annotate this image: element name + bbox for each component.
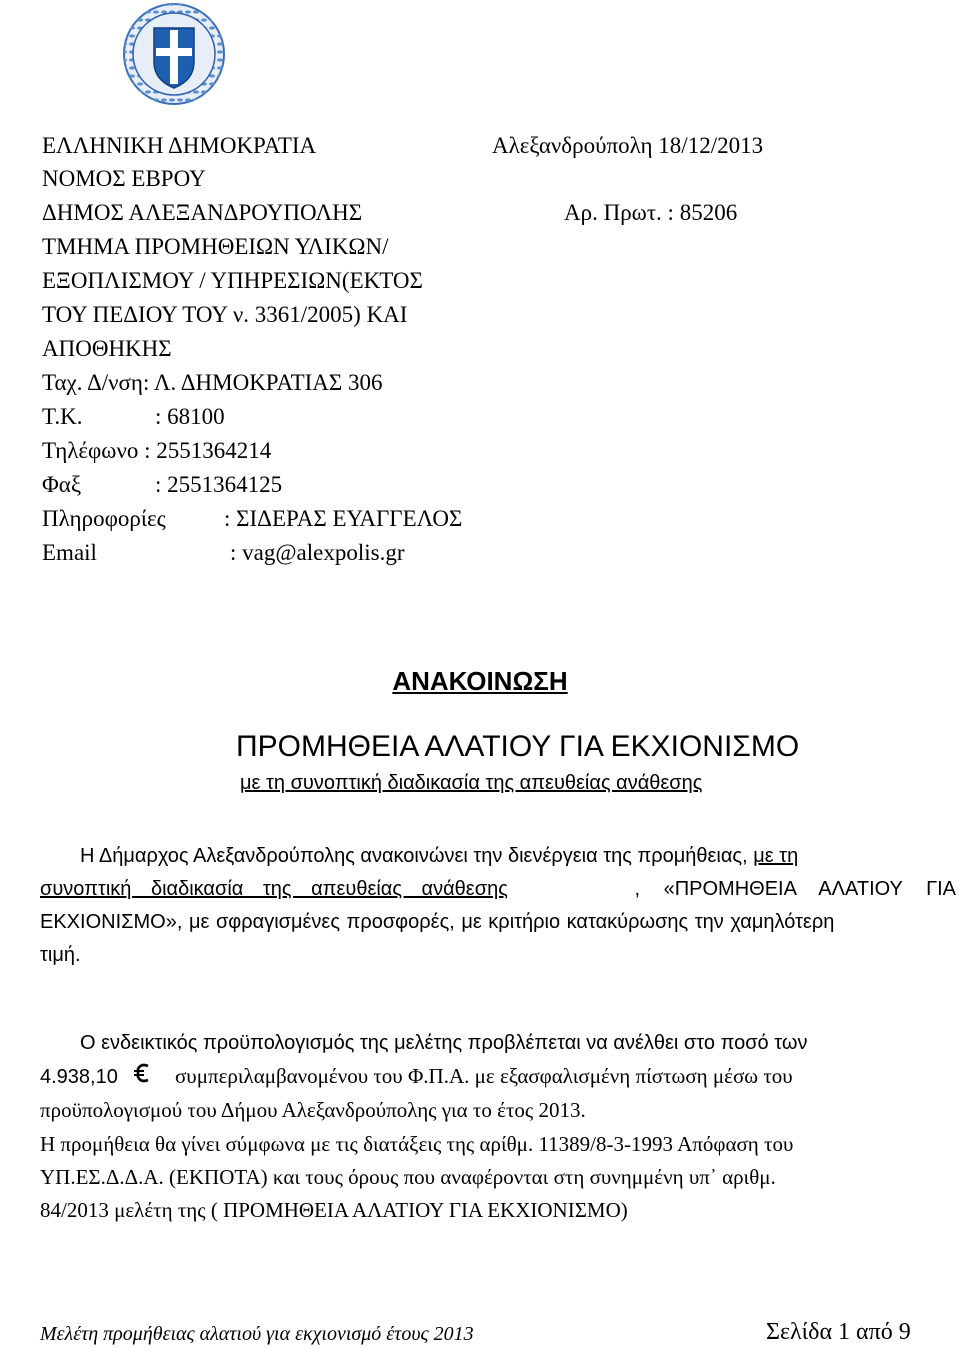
info-label: Πληροφορίες xyxy=(42,506,166,531)
fax-label: Φαξ xyxy=(42,472,82,497)
phone-line: Τηλέφωνο : 2551364214 xyxy=(42,438,272,463)
para2-line-3: προϋπολογισμού του Δήμου Αλεξανδρούπολης για το έτος 2013. xyxy=(40,1098,586,1122)
paragraph-budget xyxy=(40,1027,956,1127)
para2-line-2 xyxy=(40,1060,956,1094)
protocol-number: Αρ. Πρωτ. : 85206 xyxy=(564,200,738,225)
para3-line-1: Η προμήθεια θα γίνει σύμφωνα με τις διατάξεις της αρίθμ. 11389/8-3-1993 Απόφαση του xyxy=(40,1132,794,1156)
para3-line-3: 84/2013 μελέτη της ( ΠΡΟΜΗΘΕΙΑ ΑΛΑΤΙΟΥ ΓΙΑ ΕΚΧΙΟΝΙΣΜΟ) xyxy=(40,1198,628,1222)
para1-line-4: τιμή. xyxy=(40,944,81,966)
greek-coat-of-arms-emblem xyxy=(120,0,228,108)
email-label: Email xyxy=(42,540,97,565)
para1-line-1-text: Η Δήμαρχος Αλεξανδρούπολης ανακοινώνει την διενέργεια της προμήθειας, xyxy=(80,845,754,867)
para2-line-1: Ο ενδεικτικός προϋπολογισμός της μελέτης προβλέπεται να ανέλθει στο ποσό των xyxy=(80,1032,808,1054)
euro-icon xyxy=(133,1061,151,1094)
para1-line-3: ΕΚΧΙΟΝΙΣΜΟ», με σφραγισμένες προσφορές, με κριτήριο κατακύρωσης την χαμηλότερη xyxy=(40,911,835,933)
info-value: : ΣΙΔΕΡΑΣ ΕΥΑΓΓΕΛΟΣ xyxy=(224,506,463,531)
para1-procedure-underlined: συνοπτική διαδικασία της απευθείας ανάθεσης xyxy=(40,878,508,900)
email-value: : vag@alexpolis.gr xyxy=(230,540,405,565)
postal-label: Τ.Κ. xyxy=(42,404,83,429)
para1-line-2-rest: , «ΠΡΟΜΗΘΕΙΑ ΑΛΑΤΙΟΥ ΓΙΑ xyxy=(634,878,956,900)
org-line-2: ΝΟΜΟΣ ΕΒΡΟΥ xyxy=(42,166,206,191)
para1-line-2 xyxy=(40,873,956,906)
budget-amount: 4.938,10 xyxy=(40,1066,118,1088)
org-line-4: ΤΜΗΜΑ ΠΡΟΜΗΘΕΙΩΝ ΥΛΙΚΩΝ/ xyxy=(42,234,389,259)
org-line-3: ΔΗΜΟΣ ΑΛΕΞΑΝΔΡΟΥΠΟΛΗΣ xyxy=(42,200,363,225)
org-line-5: ΕΞΟΠΛΙΣΜΟΥ / ΥΠΗΡΕΣΙΩΝ(ΕΚΤΟΣ xyxy=(42,268,423,293)
para1-line-1 xyxy=(40,840,956,873)
address-line: Ταχ. Δ/νση: Λ. ΔΗΜΟΚΡΑΤΙΑΣ 306 xyxy=(42,370,383,395)
para2-line-2-rest: συμπεριλαμβανομένου του Φ.Π.Α. με εξασφαλισμένη πίστωση μέσω του xyxy=(174,1064,793,1088)
org-line-7: ΑΠΟΘΗΚΗΣ xyxy=(42,336,172,361)
fax-value: : 2551364125 xyxy=(155,472,283,497)
paragraph-legal-basis xyxy=(40,1128,956,1227)
paragraph-announcement xyxy=(40,840,956,972)
footer-page-number: Σελίδα 1 από 9 xyxy=(766,1319,911,1345)
para3-line-2: ΥΠ.ΕΣ.Δ.Δ.Α. (ΕΚΠΟΤΑ) και τους όρους που αναφέρονται στη συνημμένη υπ᾽ αριθμ. xyxy=(40,1165,776,1189)
subject-heading: ΠΡΟΜΗΘΕΙΑ ΑΛΑΤΙΟΥ ΓΙΑ ΕΚΧΙΟΝΙΣΜΟ xyxy=(236,730,800,763)
subject-subtitle: με τη συνοπτική διαδικασία της απευθείας ανάθεσης xyxy=(240,772,703,794)
page-title: ΑΝΑΚΟΙΝΩΣΗ xyxy=(392,666,568,696)
org-line-1: ΕΛΛΗΝΙΚΗ ΔΗΜΟΚΡΑΤΙΑ xyxy=(42,133,317,158)
footer-document-title: Μελέτη προμήθειας αλατιού για εκχιονισμό έτους 2013 xyxy=(40,1323,474,1345)
document-date: Αλεξανδρούπολη 18/12/2013 xyxy=(492,133,764,158)
para1-line-1-underlined: με τη xyxy=(753,845,799,867)
org-line-6: ΤΟΥ ΠΕΔΙΟΥ ΤΟΥ ν. 3361/2005) ΚΑΙ xyxy=(42,302,408,327)
postal-value: : 68100 xyxy=(155,404,225,429)
